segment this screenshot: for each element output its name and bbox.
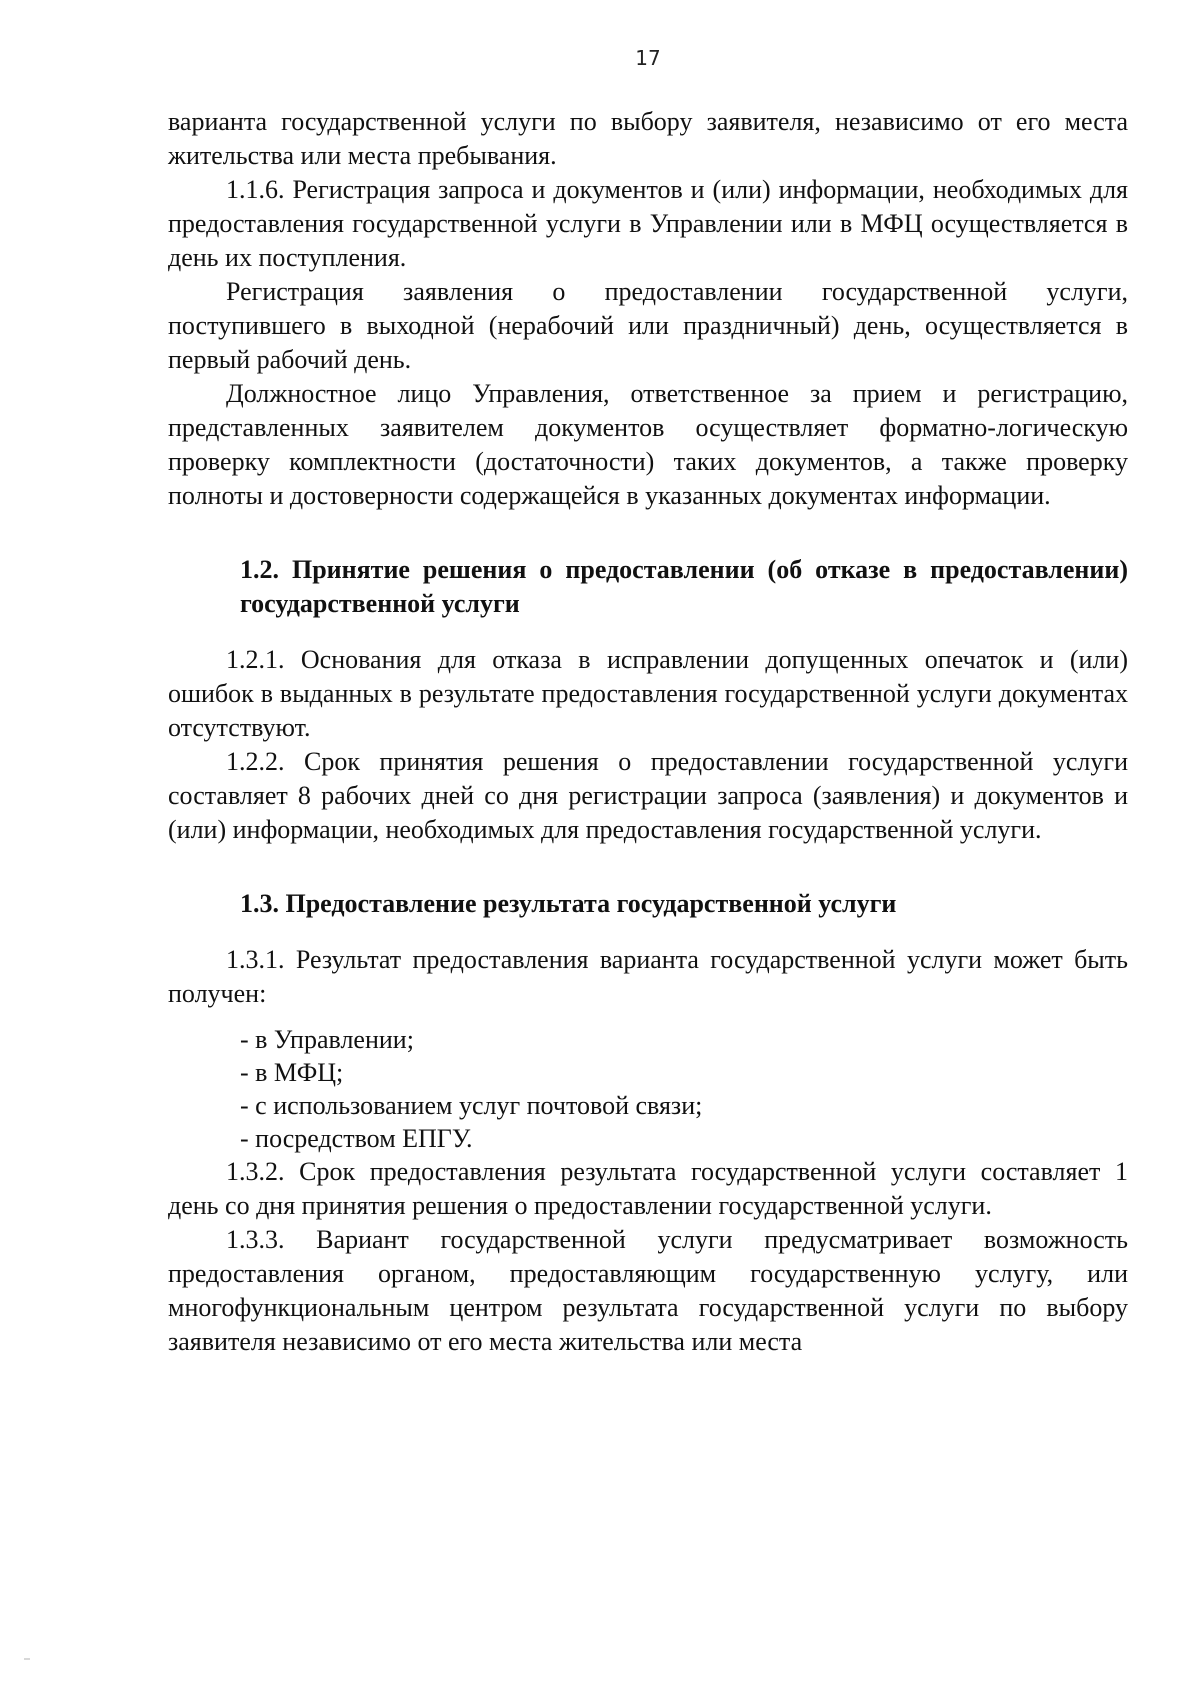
paragraph-1-3-2: 1.3.2. Срок предоставления результата государственной услуги составляет 1 день со дня принятия решения о предоставлении государственной услуги.	[168, 1157, 1128, 1220]
list-item: - посредством ЕПГУ.	[240, 1124, 473, 1153]
paragraph-continuation: варианта государственной услуги по выбору заявителя, независимо от его места жительства или места пребывания.	[168, 107, 1128, 170]
result-channels-list	[168, 1023, 1128, 1155]
page-number: 17	[635, 46, 661, 70]
paragraph-1-3-1: 1.3.1. Результат предоставления варианта государственной услуги может быть получен:	[168, 945, 1128, 1008]
paragraph-official: Должностное лицо Управления, ответственное за прием и регистрацию, представленных заявителем документов осуществляет форматно-логическую проверку комплектности (достаточности) таких документов, а также проверку полноты и достоверности содержащейся в указанных документах информации.	[168, 379, 1128, 510]
list-item: - с использованием услуг почтовой связи;	[240, 1091, 703, 1120]
scan-artifact	[24, 1658, 30, 1660]
paragraph-1-3-3: 1.3.3. Вариант государственной услуги предусматривает возможность предоставления органом, предоставляющим государственную услугу, или многофункциональным центром результата государственной услуги по выбору заявителя независимо от его места жительства или места	[168, 1225, 1128, 1356]
paragraph-1-2-2: 1.2.2. Срок принятия решения о предоставлении государственной услуги составляет 8 рабочих дней со дня регистрации запроса (заявления) и документов и (или) информации, необходимых для предоставления государственной услуги.	[168, 747, 1128, 844]
list-item: - в МФЦ;	[240, 1058, 344, 1087]
paragraph-registration: Регистрация заявления о предоставлении государственной услуги, поступившего в выходной (нерабочий или праздничный) день, осуществляется в первый рабочий день.	[168, 277, 1128, 374]
paragraph-1-2-1: 1.2.1. Основания для отказа в исправлении допущенных опечаток и (или) ошибок в выданных в результате предоставления государственной услуги документах отсутствуют.	[168, 645, 1128, 742]
document-page	[168, 0, 1128, 1701]
list-item: - в Управлении;	[240, 1025, 414, 1054]
section-heading-1-3: 1.3. Предоставление результата государственной услуги	[240, 889, 897, 918]
paragraph-1-1-6: 1.1.6. Регистрация запроса и документов и (или) информации, необходимых для предоставления государственной услуги в Управлении или в МФЦ осуществляется в день их поступления.	[168, 175, 1128, 272]
section-heading-1-2: 1.2. Принятие решения о предоставлении (об отказе в предоставлении) государственной услуги	[240, 555, 1128, 618]
document-body	[168, 105, 1128, 1359]
